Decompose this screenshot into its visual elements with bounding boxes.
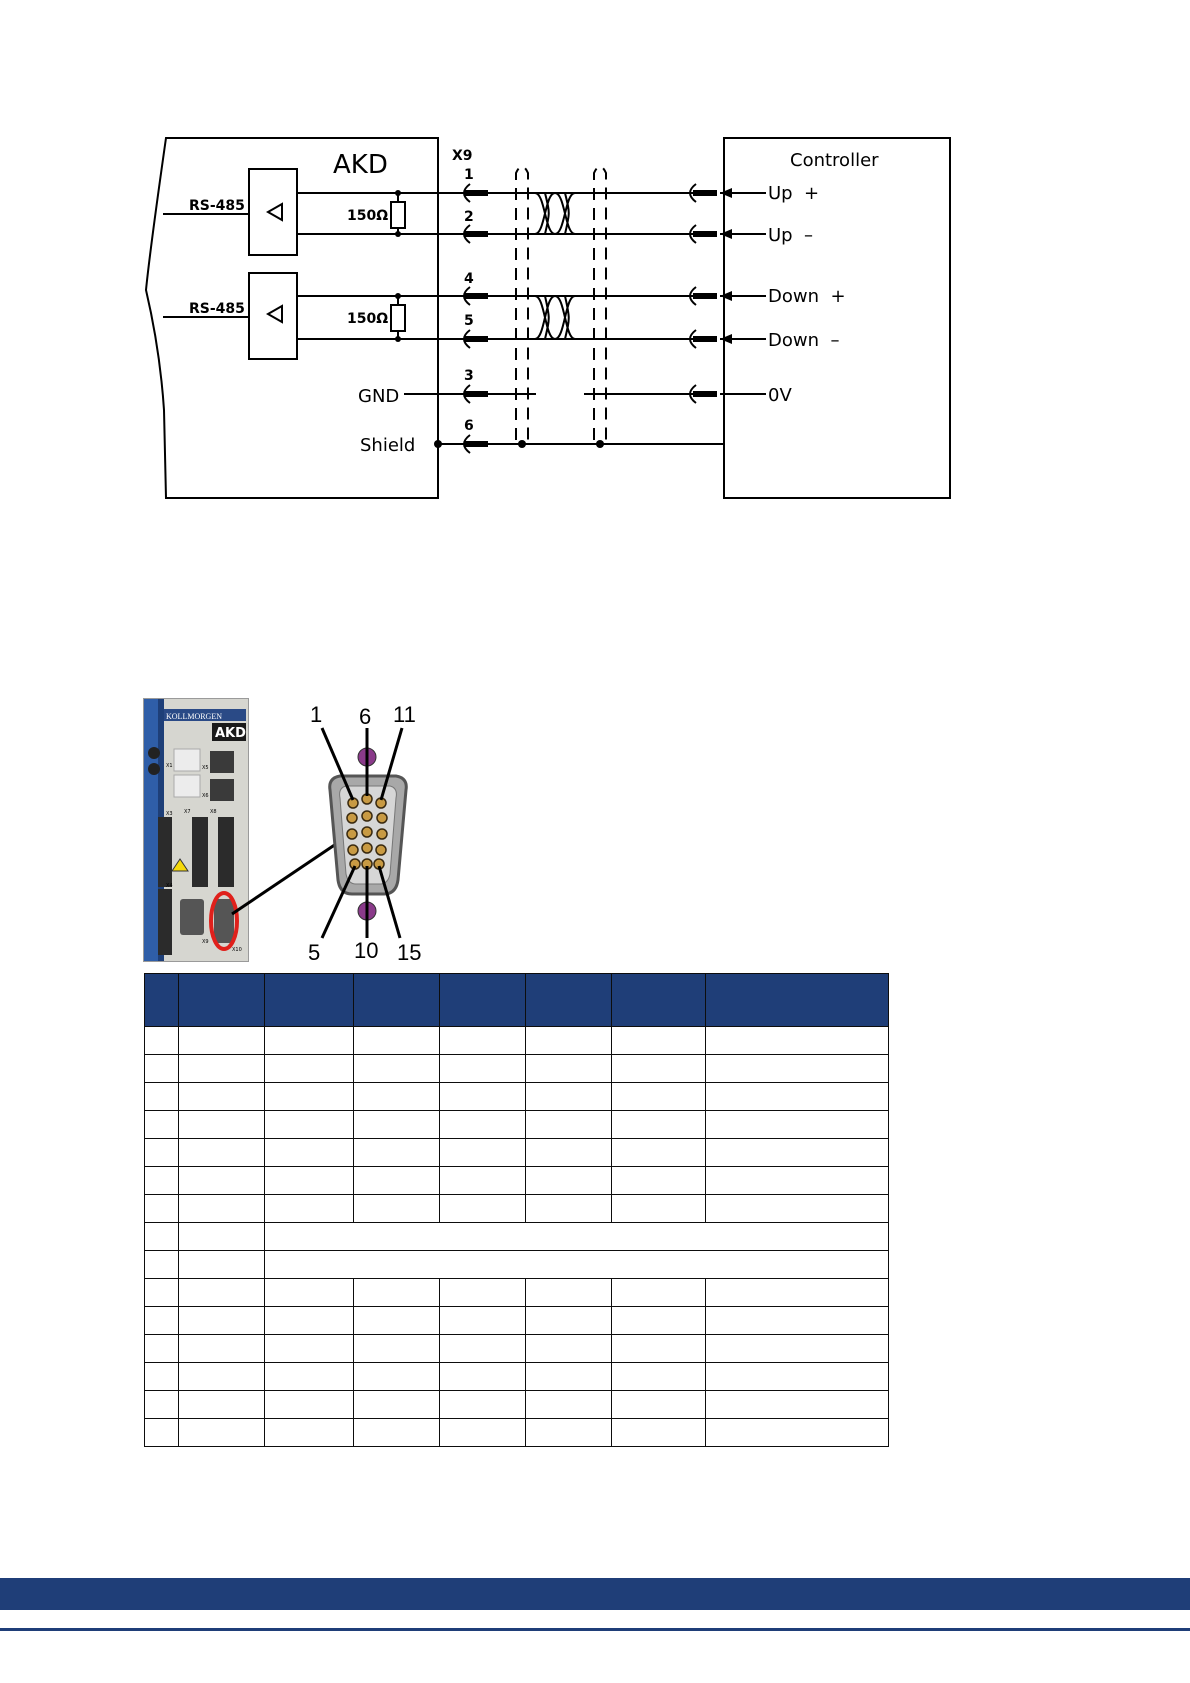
table-header-cell <box>145 974 179 1027</box>
pin-number: 3 <box>464 368 474 384</box>
pin-number: 5 <box>464 313 474 329</box>
resistor-label-1: 150Ω <box>347 208 389 224</box>
table-row-merged <box>145 1251 889 1279</box>
x9-connector-label: X9 <box>452 148 473 164</box>
table-header-row <box>145 974 889 1027</box>
port-label: X10 <box>232 947 242 953</box>
termination-resistor-1 <box>391 202 405 228</box>
wiring-diagram <box>0 0 1190 520</box>
pin-label-top: 6 <box>359 704 372 729</box>
cable-shield-right <box>594 167 606 441</box>
table-header-cell <box>526 974 612 1027</box>
port-label: X7 <box>184 809 191 815</box>
gnd-label: GND <box>358 386 400 407</box>
table-row <box>145 1363 889 1391</box>
table-row <box>145 1279 889 1307</box>
table-header-cell <box>440 974 526 1027</box>
akd-device-photo <box>143 698 249 962</box>
port-label: X9 <box>202 939 209 945</box>
brand-label: KOLLMORGEN <box>166 712 222 721</box>
table-body <box>145 1027 889 1447</box>
port-label: X6 <box>202 793 209 799</box>
signal-label: Up + <box>768 183 820 204</box>
termination-resistor-2 <box>391 305 405 331</box>
pin-number: 4 <box>464 271 474 287</box>
table-row <box>145 1055 889 1083</box>
pin-assignment-table <box>144 973 889 1447</box>
signal-label: Down – <box>768 330 840 351</box>
footer-rule <box>0 1628 1190 1631</box>
table-header-cell <box>612 974 706 1027</box>
twisted-pair-2 <box>535 296 575 339</box>
table-row <box>145 1083 889 1111</box>
model-label: AKD <box>215 726 246 741</box>
pin-label-bottom: 5 <box>308 940 321 965</box>
port-label: X5 <box>202 765 209 771</box>
pin-number: 1 <box>464 167 474 183</box>
table-row <box>145 1111 889 1139</box>
table-row <box>145 1139 889 1167</box>
twisted-pair-1 <box>535 193 575 234</box>
signal-label: 0V <box>768 385 792 406</box>
akd-label: AKD <box>333 150 388 180</box>
pin-label-top: 11 <box>393 702 416 727</box>
table-row <box>145 1391 889 1419</box>
shield-label: Shield <box>360 435 416 456</box>
pin-number: 2 <box>464 209 474 225</box>
table-row <box>145 1167 889 1195</box>
footer-band <box>0 1578 1190 1610</box>
table-row <box>145 1195 889 1223</box>
pin-label-bottom: 10 <box>354 938 379 963</box>
controller-label: Controller <box>790 150 879 171</box>
port-label: X3 <box>166 811 173 817</box>
table-row-merged <box>145 1223 889 1251</box>
pin-label-bottom: 15 <box>397 940 422 965</box>
cable-shield-left <box>516 167 528 441</box>
table-header-cell <box>354 974 440 1027</box>
port-label: X1 <box>166 763 173 769</box>
port-label: X4 <box>166 883 173 889</box>
table-row <box>145 1027 889 1055</box>
dsub-shell <box>330 776 407 894</box>
port-label: X8 <box>210 809 217 815</box>
table-row <box>145 1307 889 1335</box>
rs485-label-2: RS-485 <box>189 301 245 317</box>
table-header-cell <box>706 974 889 1027</box>
signal-label: Up – <box>768 225 814 246</box>
table-row <box>145 1335 889 1363</box>
signal-label: Down + <box>768 286 846 307</box>
pin-label-top: 1 <box>310 702 323 727</box>
pin-number: 6 <box>464 418 474 434</box>
resistor-label-2: 150Ω <box>347 311 389 327</box>
table-header-cell <box>265 974 354 1027</box>
table-row <box>145 1419 889 1447</box>
rs485-label-1: RS-485 <box>189 198 245 214</box>
rs485-receiver-1 <box>249 169 297 255</box>
table-header-cell <box>179 974 265 1027</box>
